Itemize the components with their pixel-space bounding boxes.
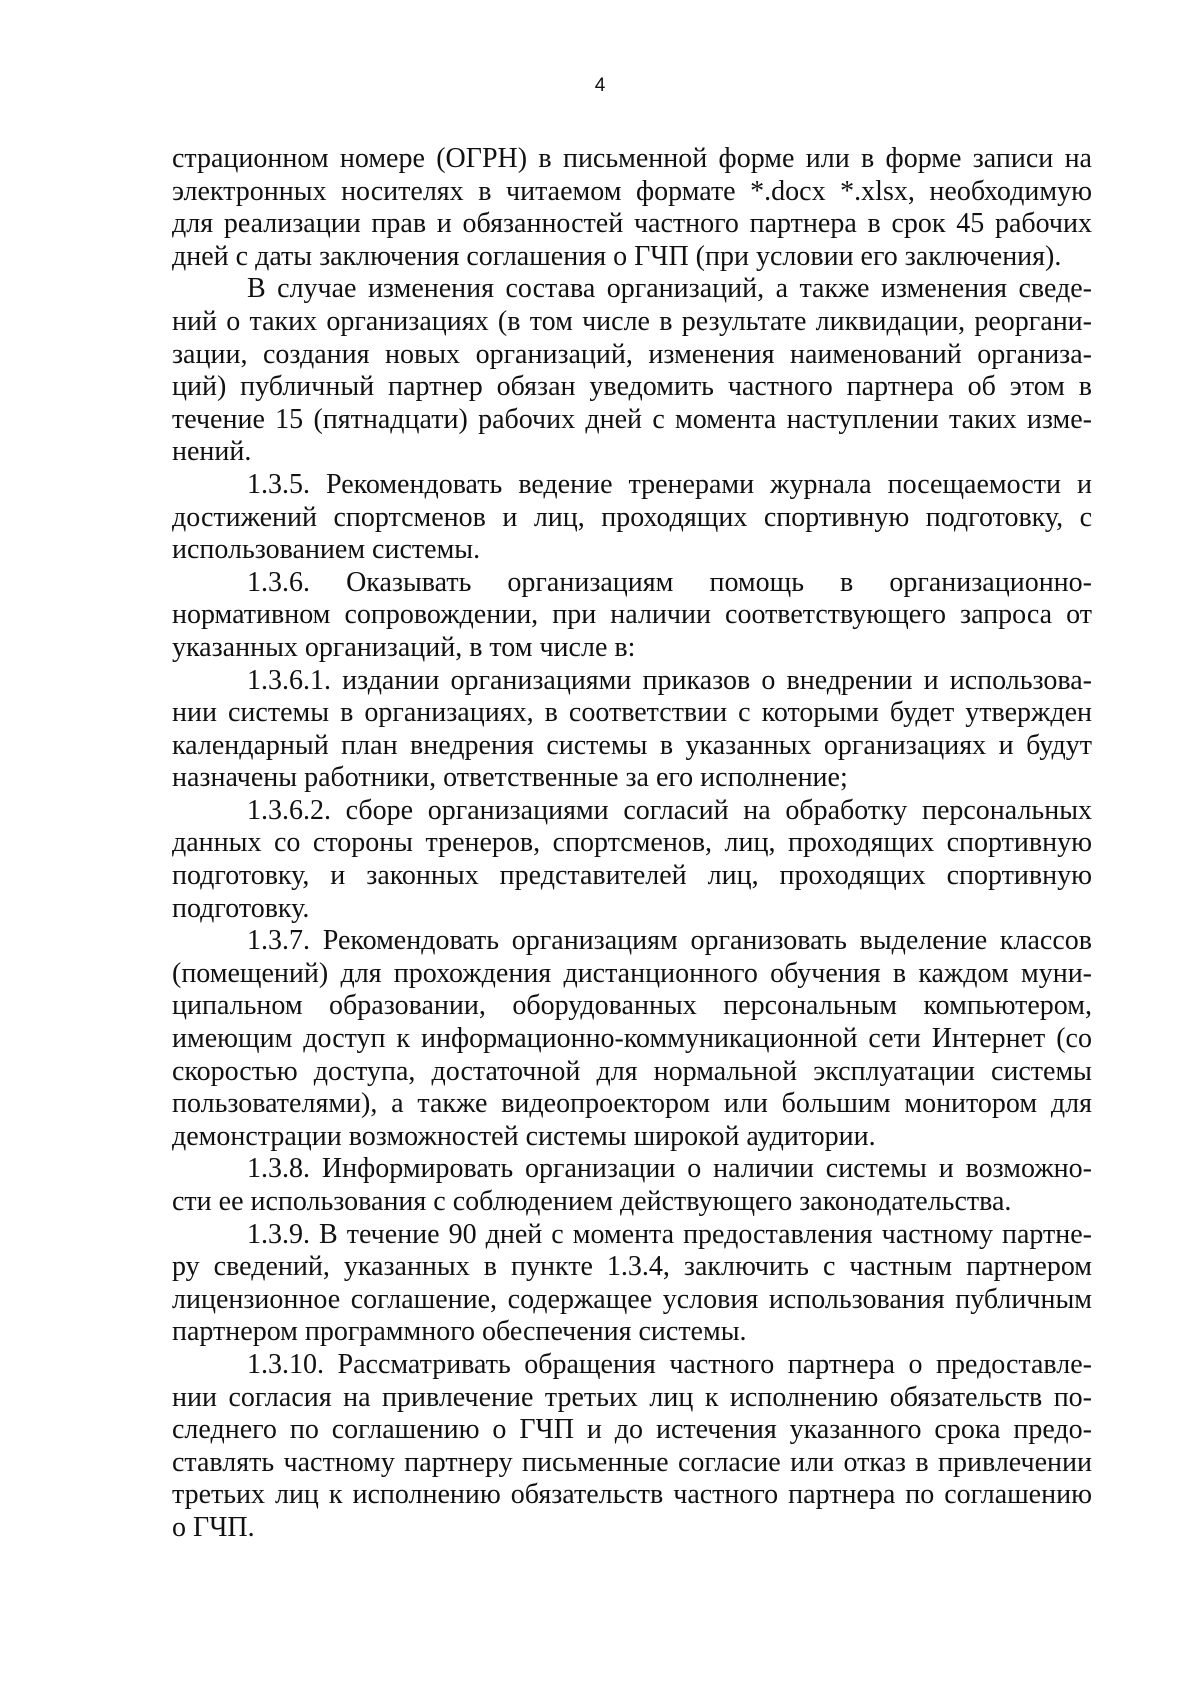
text-line: 1.3.9. В течение 90 дней с момента предоставления частному партне-	[247, 1218, 1092, 1250]
text-line: для реализации прав и обязанностей частного партнера в срок 45 рабочих	[172, 208, 1092, 240]
text-line: третьих лиц к исполнению обязательств частного партнера по соглашению	[172, 1479, 1092, 1511]
text-line: электронных носителях в читаемом формате *.docx *.xlsx, необходимую	[172, 175, 1092, 207]
text-line: нии системы в организациях, в соответствии с которыми будет утвержден	[172, 697, 1092, 729]
paragraph-1-3-8	[172, 1153, 1092, 1218]
text-line: 1.3.6.1. издании организациями приказов о внедрении и использова-	[247, 664, 1092, 696]
text-line: скоростью доступа, достаточной для нормальной эксплуатации системы	[172, 1055, 1092, 1087]
text-line: нормативном сопровождении, при наличии соответствующего запроса от	[172, 599, 1092, 631]
text-line: 1.3.5. Рекомендовать ведение тренерами журнала посещаемости и	[247, 468, 1092, 500]
text-line: календарный план внедрения системы в указанных организациях и будут	[172, 729, 1092, 761]
text-line: дней с даты заключения соглашения о ГЧП (при условии его заключения).	[172, 240, 1062, 272]
text-line: страционном номере (ОГРН) в письменной форме или в форме записи на	[172, 143, 1092, 174]
text-line: течение 15 (пятнадцати) рабочих дней с момента наступлении таких изме-	[172, 403, 1092, 435]
text-line: достижений спортсменов и лиц, проходящих спортивную подготовку, с	[172, 501, 1092, 533]
text-line: данных со стороны тренеров, спортсменов, лиц, проходящих спортивную	[172, 827, 1092, 859]
text-line: нии согласия на привлечение третьих лиц к исполнению обязательств по-	[172, 1381, 1092, 1413]
text-line: сти ее использования с соблюдением действующего законодательства.	[172, 1186, 1012, 1217]
paragraph-changes	[172, 273, 1092, 469]
text-line: ций) публичный партнер обязан уведомить частного партнера об этом в	[172, 371, 1092, 403]
text-line: ний о таких организациях (в том числе в результате ликвидации, реоргани-	[172, 305, 1092, 337]
paragraph-1-3-6-2	[172, 795, 1092, 925]
text-line: о ГЧП.	[172, 1511, 255, 1543]
text-line: назначены работники, ответственные за его исполнение;	[172, 762, 848, 794]
text-line: ципальном образовании, оборудованных персональным компьютером,	[172, 990, 1092, 1022]
paragraph-1-3-9	[172, 1219, 1092, 1349]
text-line: 1.3.10. Рассматривать обращения частного партнера о предоставле-	[247, 1348, 1092, 1380]
paragraph-continuation	[172, 143, 1092, 273]
text-line: подготовку, и законных представителей лиц, проходящих спортивную	[172, 860, 1092, 892]
text-line: 1.3.7. Рекомендовать организациям организовать выделение классов	[247, 925, 1092, 957]
text-line: подготовку.	[172, 892, 310, 924]
text-line: партнером программного обеспечения системы.	[172, 1316, 747, 1348]
paragraph-1-3-6	[172, 567, 1092, 665]
text-line: демонстрации возможностей системы широкой аудитории.	[172, 1120, 876, 1152]
text-line: 1.3.8. Информировать организации о наличии системы и возможно-	[247, 1153, 1092, 1185]
text-line: лицензионное соглашение, содержащее условия использования публичным	[172, 1283, 1092, 1315]
text-line: ставлять частному партнеру письменные согласие или отказ в привлечении	[172, 1446, 1092, 1478]
text-line: нений.	[172, 436, 252, 468]
text-line: использованием системы.	[172, 534, 481, 566]
text-line: пользователями), а также видеопроектором или большим монитором для	[172, 1088, 1092, 1120]
text-line: зации, создания новых организаций, изменения наименований организа-	[172, 338, 1092, 370]
document-body	[172, 143, 1092, 1545]
paragraph-1-3-5	[172, 469, 1092, 567]
text-line: 1.3.6. Оказывать организациям помощь в организационно-	[247, 566, 1092, 598]
text-line: ру сведений, указанных в пункте 1.3.4, заключить с частным партнером	[172, 1251, 1092, 1283]
paragraph-1-3-7	[172, 925, 1092, 1153]
text-line: (помещений) для прохождения дистанционного обучения в каждом муни-	[172, 957, 1092, 989]
text-line: В случае изменения состава организаций, а также изменения сведе-	[247, 273, 1092, 305]
paragraph-1-3-10	[172, 1349, 1092, 1545]
text-line: 1.3.6.2. сборе организациями согласий на обработку персональных	[247, 794, 1092, 826]
paragraph-1-3-6-1	[172, 665, 1092, 795]
text-line: следнего по соглашению о ГЧП и до истечения указанного срока предо-	[172, 1414, 1092, 1446]
page-number: 4	[594, 75, 606, 96]
text-line: имеющим доступ к информационно-коммуникационной сети Интернет (со	[172, 1023, 1092, 1055]
text-line: указанных организаций, в том числе в:	[172, 631, 636, 663]
